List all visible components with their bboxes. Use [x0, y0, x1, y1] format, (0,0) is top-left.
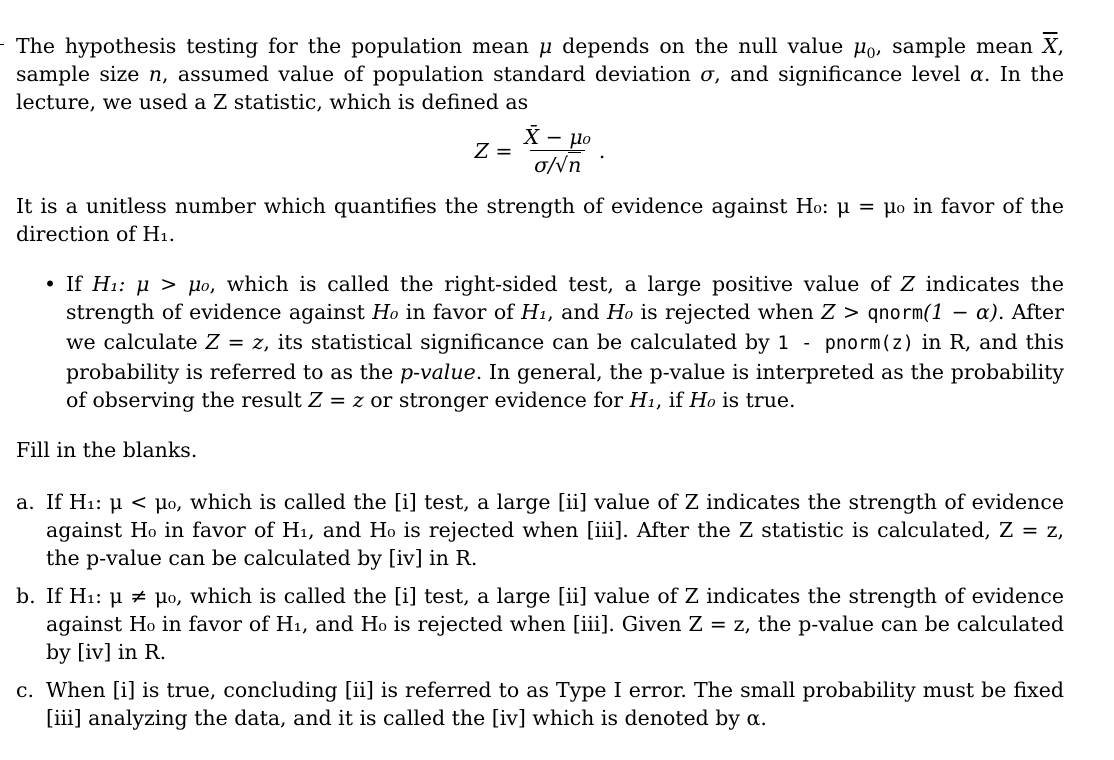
bullet-list [16, 270, 1064, 414]
question-label: b. [16, 584, 36, 608]
question-item-c [16, 676, 1064, 732]
document-body [16, 32, 1064, 742]
question-text: When [i] is true, concluding [ii] is referred to as Type I error. The small probability must be fixed [iii] analyzing the data, and it is called the [iv] which is denoted by α. [46, 678, 1064, 730]
z-statistic-equation [16, 120, 1064, 182]
fill-in-instruction: Fill in the blanks. [16, 438, 198, 462]
question-label: c. [16, 678, 34, 702]
margin-mark [0, 44, 4, 45]
question-text: If H₁: μ ≠ μ₀, which is called the [i] test, a large [ii] value of Z indicates the strength of evidence against H₀ in favor of H₁, and H₀ is rejected when [iii]. Given Z = z, the p-value can be calculated by [iv] in R. [46, 584, 1064, 664]
question-item-a [16, 488, 1064, 572]
intro-paragraph: The hypothesis testing for the population mean μ depends on the null value $\mu_0$, sample mean $\overline{X}$, sample size n, assumed value of population standard deviation σ, and significance level α. In the lecture, we used a Z statistic, which is defined as [16, 34, 1064, 114]
question-list [16, 488, 1064, 732]
evidence-paragraph: It is a unitless number which quantifies the strength of evidence against H₀: μ = μ₀ in favor of the direction of H₁. [16, 194, 1064, 246]
equation-period: . [598, 139, 606, 163]
equation-numerator: X̄ − μ₀ [524, 124, 591, 149]
question-item-b [16, 582, 1064, 666]
equation-lhs: Z = [474, 139, 513, 163]
question-label: a. [16, 490, 35, 514]
question-text: If H₁: μ < μ₀, which is called the [i] test, a large [ii] value of Z indicates the strength of evidence against H₀ in favor of H₁, and H₀ is rejected when [iii]. After the Z statistic is calculated, Z = z, the p-value can be calculated by [iv] in R. [46, 490, 1064, 570]
equation-denominator: σ/√n [530, 150, 585, 179]
bullet-dot-icon: • [44, 272, 57, 296]
right-sided-test-bullet: • If H₁: μ > μ₀, which is called the right-sided test, a large positive value of Z indicates the strength of evidence against H₀ in favor of H₁, and H₀ is rejected when Z > qnorm(1 − α). After we calculate Z = z, its statistical significance can be calculated by 1 - pnorm(z) in R, and this probability is referred to as the p-value. In general, the p-value is interpreted as the probability of observing the result Z = z or stronger evidence for H₁, if H₀ is true. [44, 272, 1065, 412]
equation-fraction [521, 124, 595, 179]
